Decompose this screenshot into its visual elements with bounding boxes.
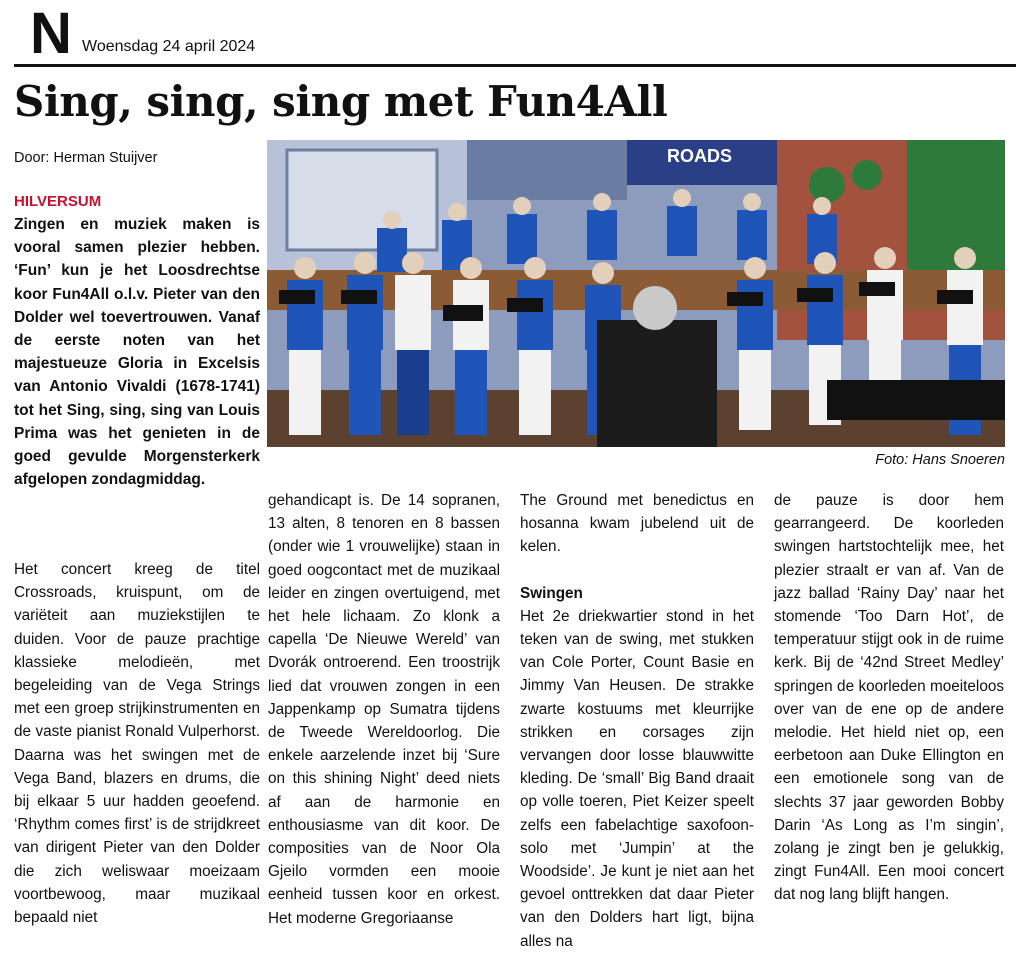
article-column-2 xyxy=(268,489,500,930)
choir-photo-illustration xyxy=(267,140,1005,447)
article-column-1 xyxy=(14,558,260,929)
body-paragraph: de pauze is door hem gearrangeerd. De koorleden swingen hartstochtelijk mee, het plezier straalt er van af. Van de jazz ballad ‘Rainy Day’ naar het stomende ‘Too Darn Hot’, de temperatuur stijgt ook in de ruime kerk. Bij de ‘42nd Street Medley’ springen de koorleden moeiteloos over van de ene op de andere melodie. Het hield niet op, een eerbetoon aan Duke Ellington en een emotionele song van de slechts 37 jaar geworden Bobby Darin ‘As Long as I’m singin’, zolang je zingt ben je gelukkig, zingt Fun4All. Een mooi concert dat nog lang blijft hangen. xyxy=(774,492,1004,904)
masthead xyxy=(14,1,1016,67)
article-headline: Sing, sing, sing met Fun4All xyxy=(14,77,668,126)
screen-text: ROADS xyxy=(667,146,733,166)
body-paragraph: The Ground met benedictus en hosanna kwam jubelend uit de kelen. xyxy=(520,492,754,556)
publication-date: Woensdag 24 april 2024 xyxy=(82,38,256,55)
photo-credit: Foto: Hans Snoeren xyxy=(875,452,1005,468)
dateline-city: HILVERSUM xyxy=(14,193,102,210)
newspaper-logo: N xyxy=(30,1,71,66)
article-column-3 xyxy=(520,489,754,953)
lead-paragraph: Zingen en muziek maken is vooral samen plezier hebben. ‘Fun’ kun je het Loosdrechtse koor Fun4All o.l.v. Pieter van den Dolder wel toevertrouwen. Vanaf de eerste noten van het majestueuze Gloria in Excelsis van Antonio Vivaldi (1678-1741) tot het Sing, sing, sing van Louis Prima was het genieten in de goed gevulde Morgensterkerk afgelopen zondagmiddag. xyxy=(14,216,260,489)
body-paragraph: Het 2e driekwartier stond in het teken van de swing, met stukken van Cole Porter, Count Basie en Jimmy Van Heusen. De strakke zwarte kostuums met kleurrijke strikken en corsages zijn vervangen door losse blauwwitte kleding. De ‘small’ Big Band draait op volle toeren, Piet Keizer speelt zelfs een fabelachtige saxofoon- solo met ‘Jumpin’ at the Woodside’. Je kunt je niet aan het gevoel onttrekken dat daar Pieter van den Dolders hart ligt, bijna alles na xyxy=(520,607,754,950)
article-column-4 xyxy=(774,489,1004,907)
body-paragraph: gehandicapt is. De 14 sopranen, 13 alten, 8 tenoren en 8 bassen (onder wie 1 vrouwelijke) staan in goed oogcontact met de muzikaal leider en zingen overtuigend, met het hele lichaam. Zo klonk a capella ‘De Nieuwe Wereld’ van Dvorák ontroerend. Een troostrijk lied dat vrouwen zongen in een Jappenkamp op Sumatra tijdens de Tweede Wereldoorlog. Die enkele aarzelende inzet bij ‘Sure on this shining Night’ deed niets af aan de harmonie en enthousiasme van dit koor. De composities van de Noor Ola Gjeilo vormden een mooie eenheid tussen koor en orkest. Het moderne Gregoriaanse xyxy=(268,492,500,927)
choir-photo xyxy=(267,140,1005,447)
section-subhead: Swingen xyxy=(520,584,583,602)
byline: Door: Herman Stuijver xyxy=(14,150,158,166)
body-paragraph: Het concert kreeg de titel Crossroads, kruispunt, om de variëteit aan muziekstijlen te duiden. Voor de pauze prachtige klassieke melodieën, met begeleiding van de Vega Strings met een groep strijkinstrumenten en de vaste pianist Ronald Vulperhorst. Daarna was het swingen met de Vega Band, blazers en drums, die bij elkaar 5 uur hadden geoefend. ‘Rhythm comes first’ is de strijdkreet van dirigent Pieter van den Dolder die zich weliswaar moeizaam voortbewoog, maar muzikaal bepaald niet xyxy=(14,561,260,927)
